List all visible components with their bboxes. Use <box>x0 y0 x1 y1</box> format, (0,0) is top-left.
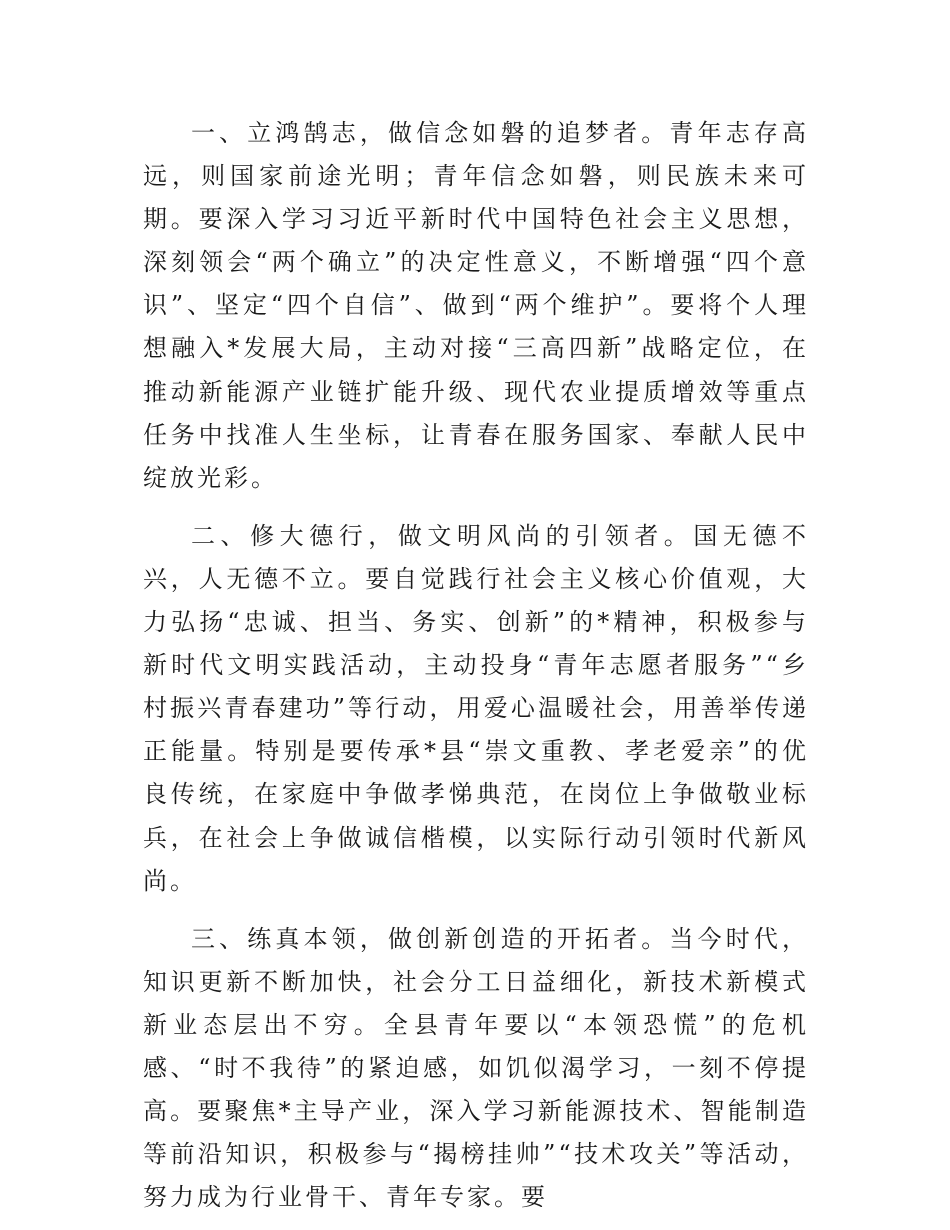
paragraph-1: 一、立鸿鹄志，做信念如磐的追梦者。青年志存高远，则国家前途光明；青年信念如磐，则民族未来可期。要深入学习习近平新时代中国特色社会主义思想，深刻领会“两个确立”的决定性意义，不断增强“四个意识”、坚定“四个自信”、做到“两个维护”。要将个人理想融入*发展大局，主动对接“三高四新”战略定位，在推动新能源产业链扩能升级、现代农业提质增效等重点任务中找准人生坐标，让青春在服务国家、奉献人民中绽放光彩。 <box>143 119 809 492</box>
paragraph-3: 三、练真本领，做创新创造的开拓者。当今时代，知识更新不断加快，社会分工日益细化，新技术新模式新业态层出不穷。全县青年要以“本领恐慌”的危机感、“时不我待”的紧迫感，如饥似渴学习，一刻不停提高。要聚焦*主导产业，深入学习新能源技术、智能制造等前沿知识，积极参与“揭榜挂帅”“技术攻关”等活动，努力成为行业骨干、青年专家。要 <box>143 924 809 1212</box>
paragraph-2: 二、修大德行，做文明风尚的引领者。国无德不兴，人无德不立。要自觉践行社会主义核心价值观，大力弘扬“忠诚、担当、务实、创新”的*精神，积极参与新时代文明实践活动，主动投身“青年志愿者服务”“乡村振兴青春建功”等行动，用爱心温暖社会，用善举传递正能量。特别是要传承*县“崇文重教、孝老爱亲”的优良传统，在家庭中争做孝悌典范，在岗位上争做敬业标兵，在社会上争做诚信楷模，以实际行动引领时代新风尚。 <box>143 521 809 895</box>
document-body <box>143 112 809 1219</box>
